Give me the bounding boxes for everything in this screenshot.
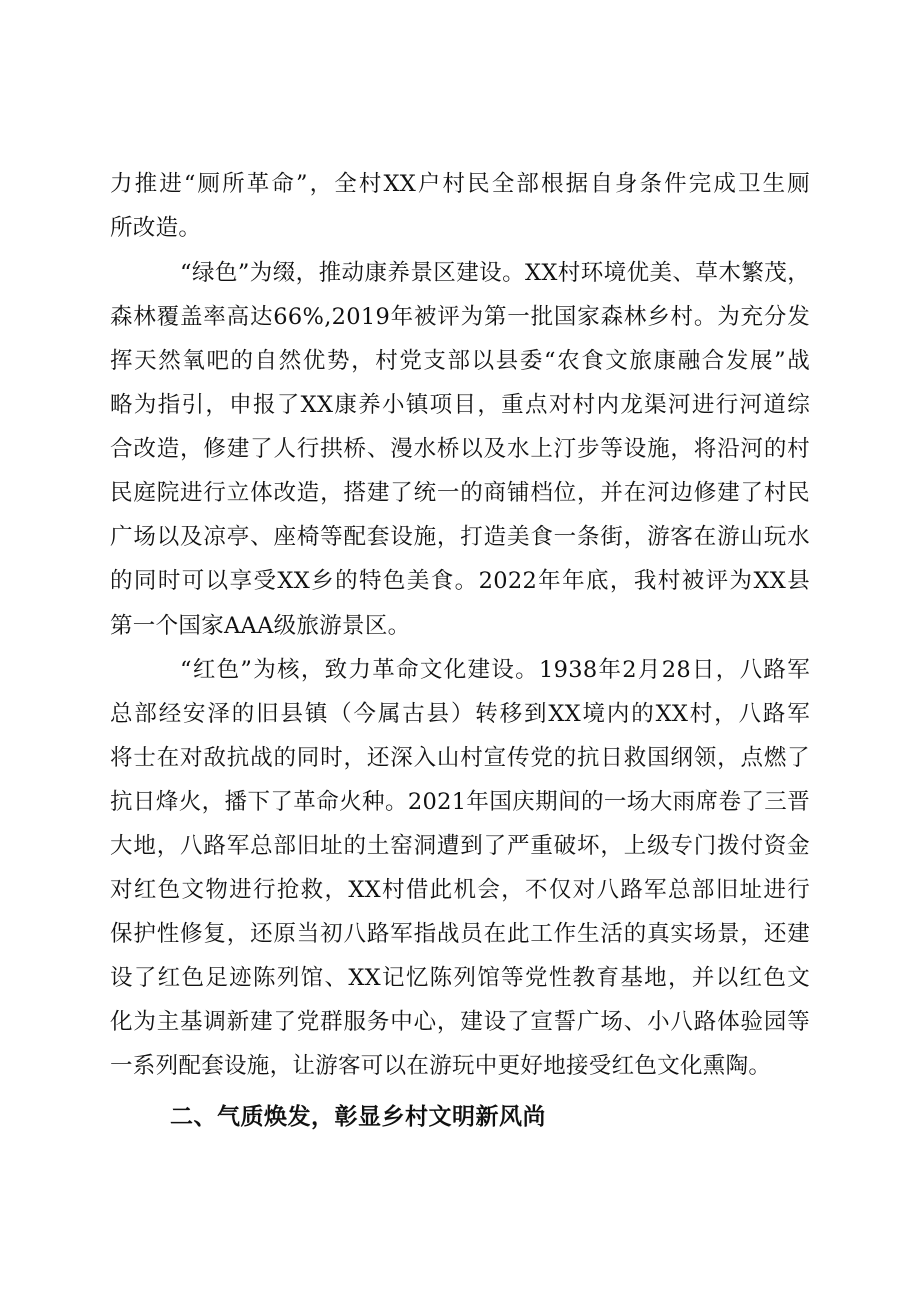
- paragraph-line: “绿色”为缀，推动康养景区建设。XX村环境优美、草木繁茂，: [180, 260, 810, 286]
- paragraph-line: 民庭院进行立体改造，搭建了统一的商铺档位，并在河边修建了村民: [110, 480, 810, 506]
- paragraph-line: “红色”为核，致力革命文化建设。1938年2月28日，八路军: [180, 657, 810, 683]
- paragraph-line: 合改造，修建了人行拱桥、漫水桥以及水上汀步等设施，将沿河的村: [110, 436, 810, 462]
- paragraph-line: 一系列配套设施，让游客可以在游玩中更好地接受红色文化熏陶。: [110, 1053, 772, 1079]
- paragraph-line: 广场以及凉亭、座椅等配套设施，打造美食一条街，游客在游山玩水: [110, 524, 810, 550]
- section-heading: 二、气质焕发，彰显乡村文明新风尚: [170, 1104, 546, 1130]
- paragraph-line: 保护性修复，还原当初八路军指战员在此工作生活的真实场景，还建: [110, 921, 810, 947]
- paragraph-line: 森林覆盖率高达66%,2019年被评为第一批国家森林乡村。为充分发: [110, 304, 810, 330]
- paragraph-line: 力推进“厕所革命”，全村XX户村民全部根据自身条件完成卫生厕: [110, 171, 810, 197]
- paragraph-line: 略为指引，申报了XX康养小镇项目，重点对村内龙渠河进行河道综: [110, 392, 810, 418]
- paragraph-line: 挥天然氧吧的自然优势，村党支部以县委“农食文旅康融合发展”战: [110, 348, 810, 374]
- paragraph-line: 第一个国家AAA级旅游景区。: [110, 613, 411, 639]
- paragraph-line: 抗日烽火，播下了革命火种。2021年国庆期间的一场大雨席卷了三晋: [110, 789, 810, 815]
- paragraph-line: 总部经安泽的旧县镇（今属古县）转移到XX境内的XX村，八路军: [110, 701, 810, 727]
- paragraph-line: 设了红色足迹陈列馆、XX记忆陈列馆等党性教育基地，并以红色文: [110, 965, 810, 991]
- paragraph-line: 所改造。: [110, 215, 202, 241]
- paragraph-line: 的同时可以享受XX乡的特色美食。2022年年底，我村被评为XX县: [110, 568, 810, 594]
- paragraph-line: 将士在对敌抗战的同时，还深入山村宣传党的抗日救国纲领，点燃了: [110, 745, 810, 771]
- paragraph-line: 化为主基调新建了党群服务中心，建设了宣誓广场、小八路体验园等: [110, 1009, 810, 1035]
- paragraph-line: 对红色文物进行抢救，XX村借此机会，不仅对八路军总部旧址进行: [110, 877, 810, 903]
- paragraph-line: 大地，八路军总部旧址的土窑洞遭到了严重破坏，上级专门拨付资金: [110, 833, 810, 859]
